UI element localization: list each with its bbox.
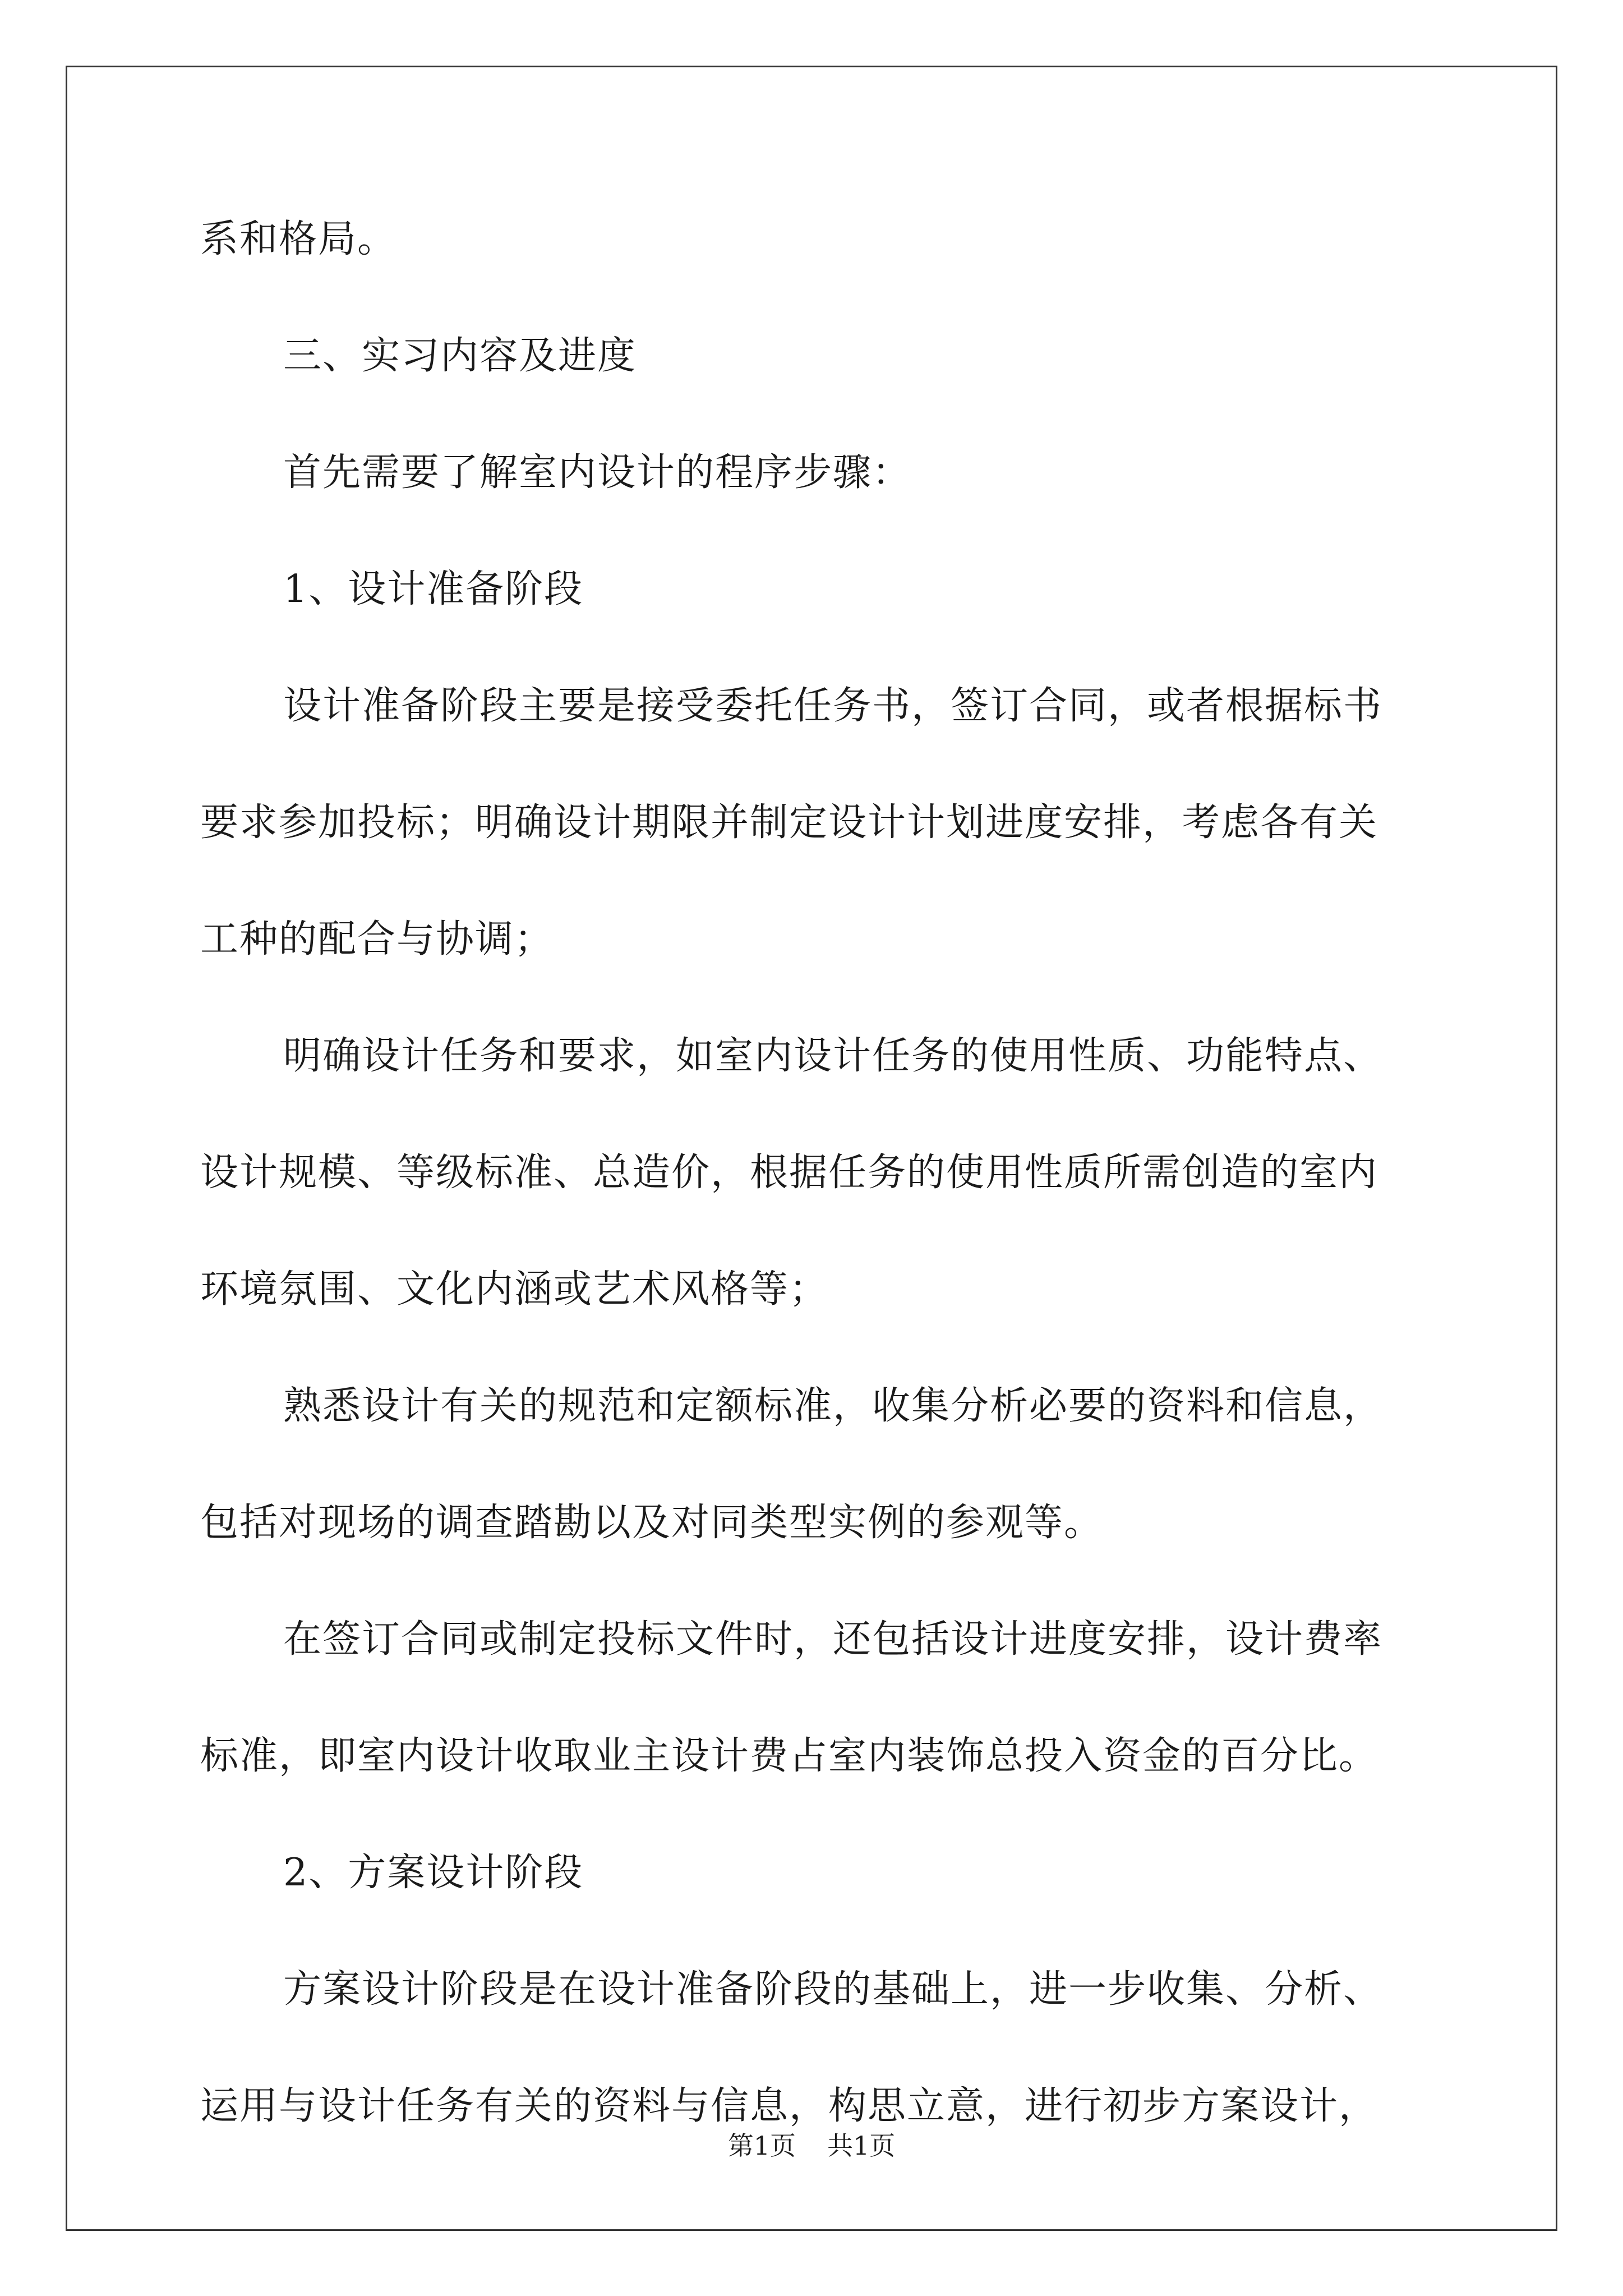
text-line: 环境氛围、文化内涵或艺术风格等；: [200, 1267, 829, 1312]
text-line: 标准，即室内设计收取业主设计费占室内装饰总投入资金的百分比。: [200, 1734, 1378, 1778]
text-line: 工种的配合与协调；: [200, 917, 554, 961]
subsection-heading: 2、方案设计阶段: [283, 1851, 584, 1895]
text-line: 设计准备阶段主要是接受委托任务书，签订合同，或者根据标书: [283, 684, 1383, 728]
text-line: 明确设计任务和要求，如室内设计任务的使用性质、功能特点、: [283, 1034, 1383, 1078]
page-footer: [0, 2129, 1623, 2162]
section-heading: 三、实习内容及进度: [283, 334, 637, 378]
text-line: 熟悉设计有关的规范和定额标准，收集分析必要的资料和信息，: [283, 1384, 1383, 1428]
text-line: 在签订合同或制定投标文件时，还包括设计进度安排，设计费率: [283, 1617, 1383, 1662]
page-number: 第1页: [727, 2131, 796, 2161]
subsection-heading: 1、设计准备阶段: [283, 567, 584, 611]
text-line: 设计规模、等级标准、总造价，根据任务的使用性质所需创造的室内: [200, 1151, 1378, 1195]
page-total: 共1页: [827, 2131, 896, 2161]
text-line: 首先需要了解室内设计的程序步骤：: [283, 450, 912, 495]
text-line: 包括对现场的调查踏勘以及对同类型实例的参观等。: [200, 1501, 1104, 1545]
text-line: 要求参加投标；明确设计期限并制定设计计划进度安排，考虑各有关: [200, 800, 1378, 845]
text-line: 系和格局。: [200, 217, 397, 261]
text-line: 运用与设计任务有关的资料与信息，构思立意，进行初步方案设计，: [200, 2084, 1378, 2128]
text-line: 方案设计阶段是在设计准备阶段的基础上，进一步收集、分析、: [283, 1967, 1383, 2012]
